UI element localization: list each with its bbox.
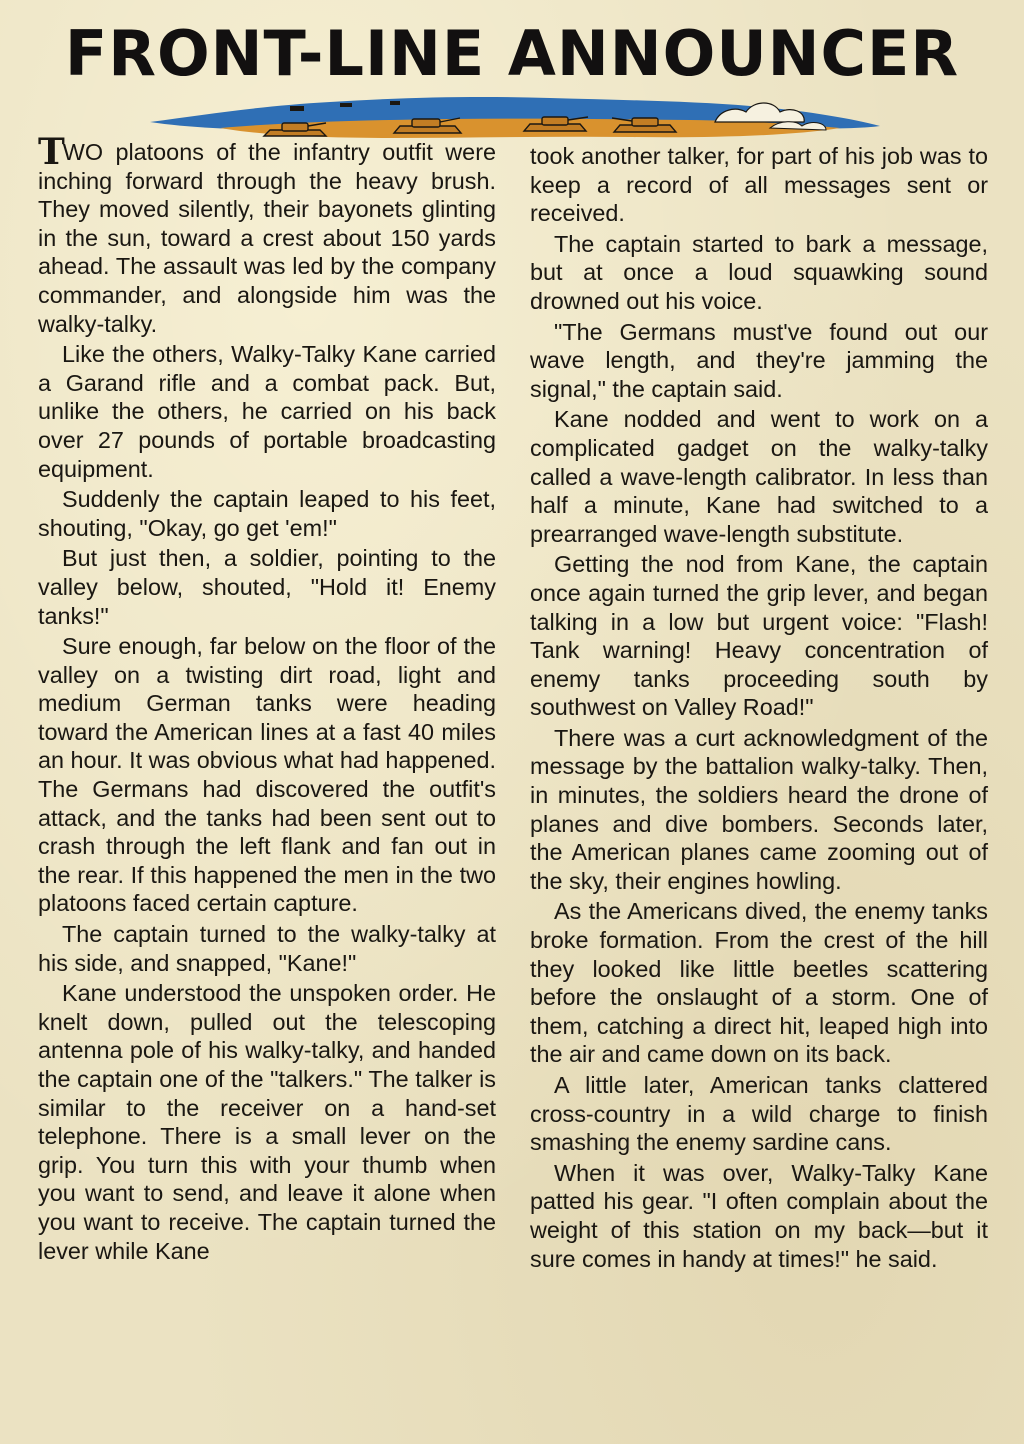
article-paragraph: Kane nodded and went to work on a complicated gadget on the walky-talky called a wave-length calibrator. In less than half a minute, Kane had switched to a prearranged wave-length substitute. — [530, 406, 988, 547]
article-paragraph: Suddenly the captain leaped to his feet, shouting, "Okay, go get 'em!" — [38, 486, 496, 541]
article-paragraph: took another talker, for part of his job was to keep a record of all messages sent or received. — [530, 143, 988, 227]
drop-cap: T — [38, 131, 63, 173]
article-paragraph: A little later, American tanks clattered cross-country in a wild charge to finish smashing the enemy sardine cans. — [530, 1072, 988, 1156]
article-paragraph: "The Germans must've found out our wave length, and they're jamming the signal," the captain said. — [530, 318, 988, 402]
article-paragraph: Kane understood the unspoken order. He knelt down, pulled out the telescoping antenna pole of his walky-talky, and handed the captain one of the "talkers." The talker is similar to the receiver on a hand-set telephone. There is a small lever on the grip. You turn this with your thumb when you want to send, and leave it alone when you want to receive. The captain turned the lever while Kane — [38, 980, 496, 1264]
article-column-right — [530, 142, 988, 1273]
article-paragraph: Getting the nod from Kane, the captain once again turned the grip lever, and began talking in a low but urgent voice: "Flash! Tank warning! Heavy concentration of enemy tanks proceeding south by southwest on Valley Road!" — [530, 551, 988, 721]
article-paragraph: When it was over, Walky-Talky Kane patted his gear. "I often complain about the weight of this station on my back—but it sure comes in handy at times!" he said. — [530, 1159, 988, 1272]
article-paragraph: There was a curt acknowledgment of the message by the battalion walky-talky. Then, in minutes, the soldiers heard the drone of planes and dive bombers. Seconds later, the American planes came zooming out of the sky, their engines howling. — [530, 724, 988, 894]
page-title: FRONT-LINE ANNOUNCER — [64, 17, 960, 90]
article-paragraph: The captain started to bark a message, but at once a loud squawking sound drowned out his voice. — [530, 230, 988, 314]
article-paragraph: But just then, a soldier, pointing to the valley below, shouted, "Hold it! Enemy tanks!" — [38, 545, 496, 629]
article-paragraph: Like the others, Walky-Talky Kane carried a Garand rifle and a combat pack. But, unlike the others, he carried on his back over 27 pounds of portable broadcasting equipment. — [38, 341, 496, 482]
article-column-left — [38, 131, 496, 1265]
article-paragraph: Sure enough, far below on the floor of the valley on a twisting dirt road, light and medium German tanks were heading toward the American lines at a fast 40 miles an hour. It was obvious what had happened. The Germans had discovered the outfit's attack, and the tanks had been sent out to crash through the left flank and fan out in the rear. If this happened the men in the two platoons faced certain capture. — [38, 633, 496, 917]
tank-battle-illustration — [150, 92, 880, 142]
article-paragraph: The captain turned to the walky-talky at his side, and snapped, "Kane!" — [38, 921, 496, 976]
article-paragraph: As the Americans dived, the enemy tanks broke formation. From the crest of the hill they looked like little beetles scattering before the onslaught of a storm. One of them, catching a direct hit, leaped high into the air and came down on its back. — [530, 898, 988, 1068]
article-paragraph: TWO platoons of the infantry outfit were inching forward through the heavy brush. They moved silently, their bayonets glinting in the sun, toward a crest about 150 yards ahead. The assault was led by the company commander, and alongside him was the walky-talky. — [38, 131, 496, 337]
